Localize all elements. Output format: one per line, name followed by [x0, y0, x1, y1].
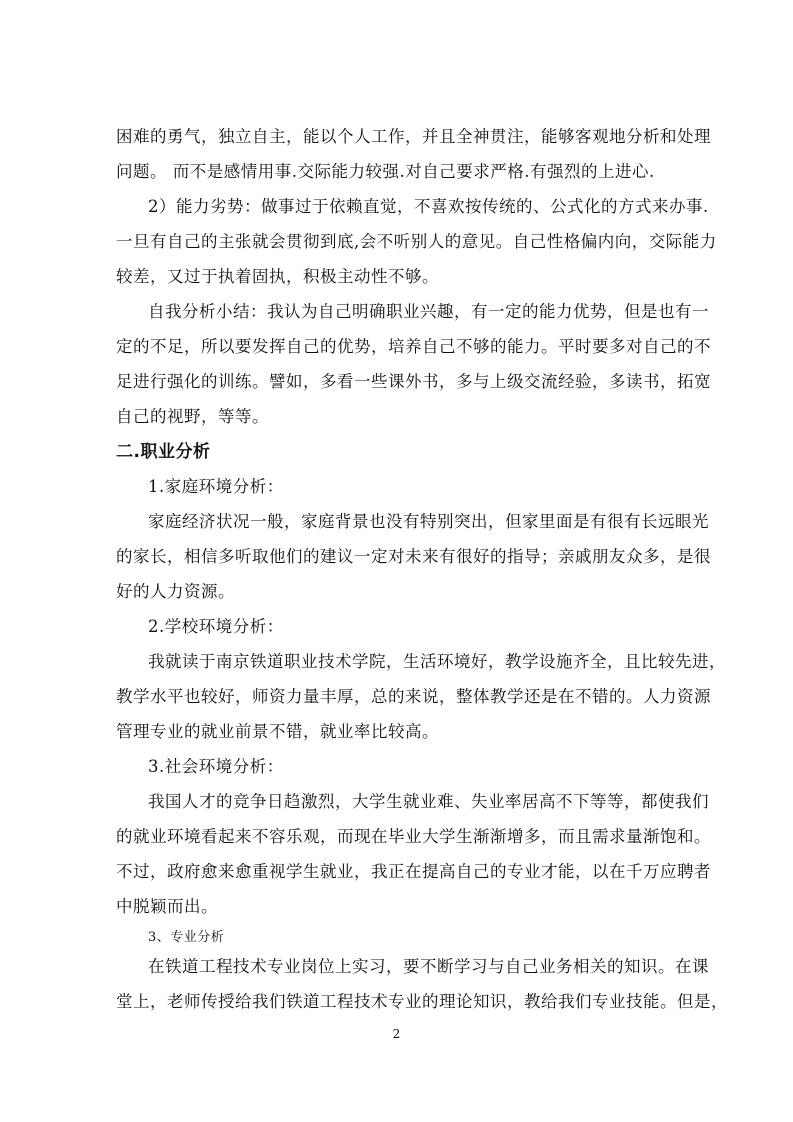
section-heading: 二.职业分析 — [116, 442, 211, 462]
body-text-line: 堂上，老师传授给我们铁道工程技术专业的理论知识，教给我们专业技能。但是， — [116, 992, 728, 1011]
subsection-title: 3.社会环境分析： — [148, 757, 284, 776]
body-text-line: 的家长，相信多听取他们的建议一定对未来有很好的指导；亲戚朋友众多，是很 — [116, 547, 711, 566]
body-text-line: 的就业环境看起来不容乐观，而现在毕业大学生渐渐增多，而且需求量渐饱和。 — [116, 827, 711, 846]
subsection-title: 1.家庭环境分析： — [148, 477, 284, 496]
subsection-title: 3、专业分析 — [148, 930, 225, 945]
body-text-line: 一旦有自己的主张就会贯彻到底,会不听别人的意见。自己性格偏内向，交际能力 — [116, 232, 717, 251]
body-text-line: 定的不足，所以要发挥自己的优势，培养自己不够的能力。平时要多对自己的不 — [116, 337, 711, 356]
body-text-line: 中脱颖而出。 — [116, 897, 218, 916]
body-text-line: 我国人才的竞争日趋激烈，大学生就业难、失业率居高不下等等，都使我们 — [148, 792, 709, 811]
body-text-line: 困难的勇气，独立自主，能以个人工作，并且全神贯注，能够客观地分析和处理 — [116, 127, 711, 146]
body-text-line: 在铁道工程技术专业岗位上实习，要不断学习与自己业务相关的知识。在课 — [148, 957, 709, 976]
body-text-line: 自己的视野，等等。 — [116, 407, 269, 426]
body-text-line: 较差，又过于执着固执，积极主动性不够。 — [116, 267, 439, 286]
subsection-title: 2.学校环境分析： — [148, 617, 284, 636]
body-text-line: 好的人力资源。 — [116, 582, 235, 601]
body-text-line: 不过，政府愈来愈重视学生就业，我正在提高自己的专业才能，以在千万应聘者 — [116, 862, 711, 881]
body-text-line: 自我分析小结：我认为自己明确职业兴趣，有一定的能力优势，但是也有一 — [148, 302, 709, 321]
body-text-line: 问题。 而不是感情用事.交际能力较强.对自己要求严格.有强烈的上进心. — [116, 162, 655, 181]
body-text-line: 足进行强化的训练。譬如，多看一些课外书，多与上级交流经验，多读书，拓宽 — [116, 372, 711, 391]
body-text-line: 我就读于南京铁道职业技术学院，生活环境好，教学设施齐全，且比较先进， — [148, 652, 726, 671]
body-text-line: 2）能力劣势：做事过于依赖直觉，不喜欢按传统的、公式化的方式来办事. — [148, 197, 709, 216]
body-text-line: 管理专业的就业前景不错，就业率比较高。 — [116, 722, 439, 741]
page-number: 2 — [392, 1027, 401, 1041]
body-text-line: 家庭经济状况一般，家庭背景也没有特别突出，但家里面是有很有长远眼光 — [148, 512, 709, 531]
body-text-line: 教学水平也较好，师资力量丰厚，总的来说，整体教学还是在不错的。人力资源 — [116, 687, 711, 706]
